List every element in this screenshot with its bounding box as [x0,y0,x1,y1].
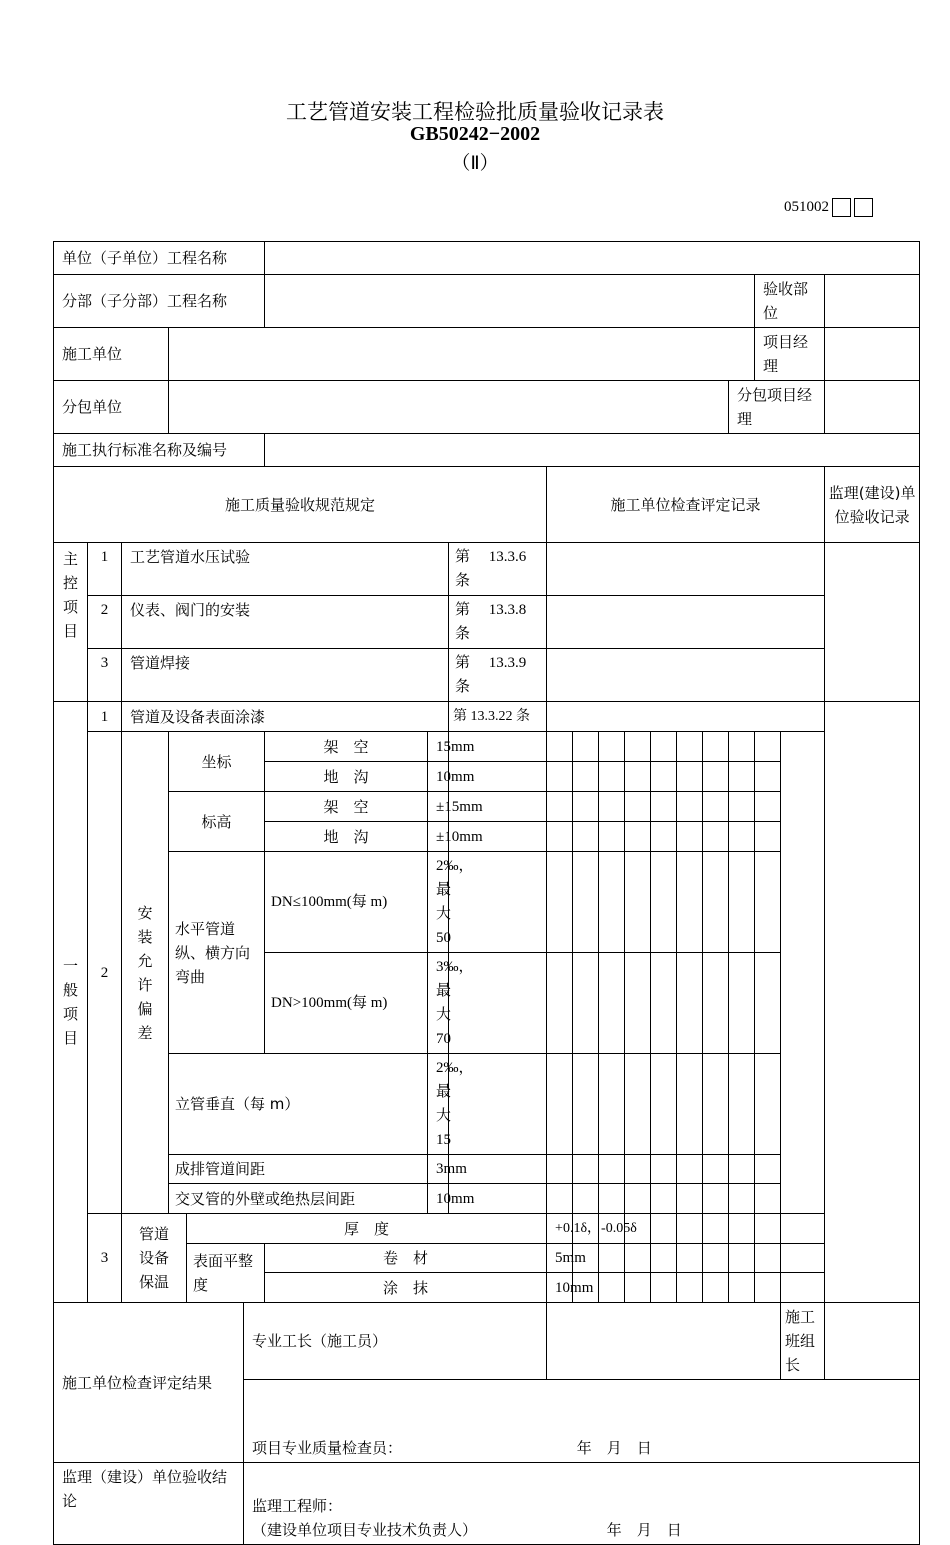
check-cell[interactable] [729,792,755,822]
main-item-no: 2 [88,596,122,649]
overhead-label: 架 空 [265,732,428,762]
check-cell[interactable] [651,1273,677,1303]
check-cell[interactable] [573,822,599,852]
unit-project-label: 单位（子单位）工程名称 [54,242,265,275]
general-item-record[interactable] [547,702,825,732]
check-cell[interactable] [651,792,677,822]
check-cell[interactable] [755,1214,781,1244]
check-cell[interactable] [781,1214,825,1244]
general-item-no: 3 [88,1214,122,1303]
check-cell[interactable] [729,1184,755,1214]
check-cell[interactable] [755,1054,781,1155]
general-label: 一般项目 [54,702,88,1303]
roll-label: 卷 材 [265,1244,547,1273]
vertical-label: 立管垂直（每 m） [169,1054,428,1155]
main-item-no: 3 [88,649,122,702]
code-box-1[interactable] [832,198,851,217]
engineer-label: 监理工程师： [252,1497,343,1515]
check-cell[interactable] [755,792,781,822]
elevation-label: 标高 [169,792,265,852]
check-cell[interactable] [573,852,599,953]
inspector-label: 项目专业质量检查员： [252,1439,403,1457]
check-cell[interactable] [651,732,677,762]
tolerance-value: 10mm [428,1184,449,1214]
check-cell[interactable] [547,792,573,822]
construction-unit-label: 施工单位 [54,328,169,381]
check-cell[interactable] [729,822,755,852]
check-cell[interactable] [573,1054,599,1155]
check-cell[interactable] [651,822,677,852]
coord-label: 坐标 [169,732,265,792]
team-leader-field[interactable] [825,1303,920,1380]
code-box-2[interactable] [854,198,873,217]
check-cell[interactable] [651,852,677,953]
check-cell[interactable] [781,1273,825,1303]
bend-label: 水平管道纵、横方向弯曲 [169,852,265,1054]
check-cell[interactable] [573,732,599,762]
supervision-header: 监理(建设)单位验收记录 [825,467,920,543]
check-cell[interactable] [625,822,651,852]
general-item-clause: 第 13.3.22 条 [449,702,547,732]
tolerance-value: 3‰，最大 70 [428,953,449,1054]
check-cell[interactable] [547,852,573,953]
main-item-clause: 第 13.3.8 条 [449,596,547,649]
tolerance-value: ±15mm [428,792,449,822]
check-cell[interactable] [677,1054,703,1155]
check-cell[interactable] [547,822,573,852]
supervision-date: 年 月 日 [606,1521,682,1539]
check-cell[interactable] [729,1155,755,1184]
check-cell[interactable] [677,1214,703,1244]
project-manager-label: 项目经理 [755,328,825,381]
check-cell[interactable] [729,1273,755,1303]
tolerance-value: 2‰，最大 15 [428,1054,449,1155]
tolerance-value: 5mm [547,1244,573,1273]
check-cell[interactable] [703,1054,729,1155]
check-cell[interactable] [729,852,755,953]
subcontract-manager-field[interactable] [825,381,920,434]
check-cell[interactable] [599,732,625,762]
check-cell[interactable] [547,732,573,762]
check-cell[interactable] [625,1054,651,1155]
spacing-label: 成排管道间距 [169,1155,428,1184]
coat-label: 涂 抹 [265,1273,547,1303]
part-number: （Ⅱ） [451,152,499,174]
check-cell[interactable] [599,1054,625,1155]
check-cell[interactable] [651,762,677,792]
main-control-supervision[interactable] [825,543,920,702]
check-cell[interactable] [573,1155,599,1184]
acceptance-part-label: 验收部位 [755,275,825,328]
main-item-name: 工艺管道水压试验 [122,543,449,596]
construction-unit-field[interactable] [169,328,755,381]
sub-project-field[interactable] [265,275,755,328]
standard-name-label: 施工执行标准名称及编号 [54,434,265,467]
tolerance-value: +0.1δ，-0.05δ [547,1214,573,1244]
check-cell[interactable] [677,732,703,762]
sub-project-label: 分部（子分部）工程名称 [54,275,265,328]
check-cell[interactable] [729,732,755,762]
check-cell[interactable] [547,1155,573,1184]
project-manager-field[interactable] [825,328,920,381]
main-control-label: 主控项目 [54,543,88,702]
supervision-conclusion-area[interactable] [244,1463,920,1545]
check-cell[interactable] [547,953,573,1054]
tolerance-value: 10mm [547,1273,573,1303]
check-cell[interactable] [625,1244,651,1273]
standard-name-field[interactable] [265,434,920,467]
check-cell[interactable] [703,732,729,762]
check-cell[interactable] [755,762,781,792]
main-item-name: 仪表、阀门的安装 [122,596,449,649]
check-cell[interactable] [573,792,599,822]
general-item-name: 管道及设备表面涂漆 [122,702,449,732]
check-cell[interactable] [625,732,651,762]
check-cell[interactable] [755,732,781,762]
check-cell[interactable] [677,1273,703,1303]
check-cell[interactable] [703,852,729,953]
tolerance-value: 15mm [428,732,449,762]
form-code [784,198,873,217]
foreman-label: 专业工长（施工员） [244,1303,547,1380]
check-cell[interactable] [703,1155,729,1184]
check-cell[interactable] [677,762,703,792]
check-cell[interactable] [651,1155,677,1184]
check-cell[interactable] [703,822,729,852]
general-item-no: 1 [88,702,122,732]
main-item-no: 1 [88,543,122,596]
form-title: 工艺管道安装工程检验批质量验收记录表 [286,100,664,124]
check-cell[interactable] [651,1184,677,1214]
main-item-record[interactable] [547,543,825,596]
check-cell[interactable] [547,762,573,792]
general-item-no: 2 [88,732,122,1214]
check-cell[interactable] [547,1184,573,1214]
check-cell[interactable] [651,1244,677,1273]
check-cell[interactable] [703,1273,729,1303]
general-supervision[interactable] [825,702,920,1303]
check-cell[interactable] [755,822,781,852]
check-result-area[interactable] [244,1380,920,1463]
check-record-header: 施工单位检查评定记录 [547,467,825,543]
thickness-label: 厚 度 [187,1214,547,1244]
main-item-name: 管道焊接 [122,649,449,702]
check-cell[interactable] [703,1184,729,1214]
team-leader-label: 施工班组长 [781,1303,825,1380]
check-cell[interactable] [625,762,651,792]
check-cell[interactable] [729,762,755,792]
trench-label: 地 沟 [265,822,428,852]
check-cell[interactable] [755,852,781,953]
check-cell[interactable] [677,1244,703,1273]
main-item-record[interactable] [547,596,825,649]
check-cell[interactable] [677,1184,703,1214]
subcontract-unit-field[interactable] [169,381,729,434]
check-cell[interactable] [677,822,703,852]
check-cell[interactable] [729,1054,755,1155]
check-cell[interactable] [625,792,651,822]
check-cell[interactable] [599,852,625,953]
check-cell[interactable] [599,822,625,852]
bend-large-label: DN>100mm(每 m) [265,953,428,1054]
check-cell[interactable] [755,1184,781,1214]
unit-project-field[interactable] [265,242,920,275]
acceptance-part-field[interactable] [825,275,920,328]
check-cell[interactable] [599,762,625,792]
form-code-number: 051002 [784,199,829,215]
check-cell[interactable] [703,1214,729,1244]
check-cell[interactable] [573,762,599,792]
tolerance-value: 2‰，最大 50 [428,852,449,953]
check-cell[interactable] [625,1273,651,1303]
check-cell[interactable] [729,1244,755,1273]
subcontract-unit-label: 分包单位 [54,381,169,434]
main-item-clause: 第 13.3.9 条 [449,649,547,702]
check-cell[interactable] [703,792,729,822]
owner-rep-label: （建设单位项目专业技术负责人） [252,1521,478,1539]
check-cell[interactable] [599,953,625,1054]
check-cell[interactable] [651,1054,677,1155]
check-cell[interactable] [625,953,651,1054]
check-cell[interactable] [625,1184,651,1214]
check-cell[interactable] [599,1273,625,1303]
main-item-record[interactable] [547,649,825,702]
check-cell[interactable] [755,1273,781,1303]
overhead-label: 架 空 [265,792,428,822]
check-cell[interactable] [599,1244,625,1273]
check-cell[interactable] [677,953,703,1054]
flatness-label: 表面平整度 [187,1244,265,1303]
check-cell[interactable] [703,953,729,1054]
check-cell[interactable] [625,852,651,953]
check-cell[interactable] [755,953,781,1054]
supervision-conclusion-label: 监理（建设）单位验收结论 [54,1463,244,1545]
inspector-date: 年 月 日 [576,1439,652,1457]
check-cell[interactable] [677,792,703,822]
main-item-clause: 第 13.3.6 条 [449,543,547,596]
spec-header: 施工质量验收规范规定 [54,467,547,543]
tolerance-value: ±10mm [428,822,449,852]
subcontract-manager-label: 分包项目经理 [729,381,825,434]
check-cell[interactable] [547,1054,573,1155]
trench-label: 地 沟 [265,762,428,792]
foreman-field[interactable] [547,1303,781,1380]
check-cell[interactable] [599,792,625,822]
check-cell[interactable] [573,953,599,1054]
tolerance-value: 10mm [428,762,449,792]
cross-label: 交叉管的外壁或绝热层间距 [169,1184,428,1214]
tolerance-value: 3mm [428,1155,449,1184]
check-cell[interactable] [599,1155,625,1184]
deviation-label: 安装允许偏差 [122,732,169,1214]
check-cell[interactable] [599,1184,625,1214]
check-cell[interactable] [755,1244,781,1273]
check-cell[interactable] [677,1155,703,1184]
check-cell[interactable] [573,1184,599,1214]
check-cell[interactable] [651,953,677,1054]
check-cell[interactable] [625,1155,651,1184]
acceptance-form-table [53,241,920,1545]
check-cell[interactable] [729,1214,755,1244]
check-cell[interactable] [703,762,729,792]
check-cell[interactable] [677,852,703,953]
check-result-label: 施工单位检查评定结果 [54,1303,244,1463]
standard-code: GB50242−2002 [409,123,541,145]
check-cell[interactable] [729,953,755,1054]
bend-small-label: DN≤100mm(每 m) [265,852,428,953]
check-cell[interactable] [781,1244,825,1273]
check-cell[interactable] [703,1244,729,1273]
check-cell[interactable] [651,1214,677,1244]
check-cell[interactable] [755,1155,781,1184]
insulation-label: 管道设备保温 [122,1214,187,1303]
